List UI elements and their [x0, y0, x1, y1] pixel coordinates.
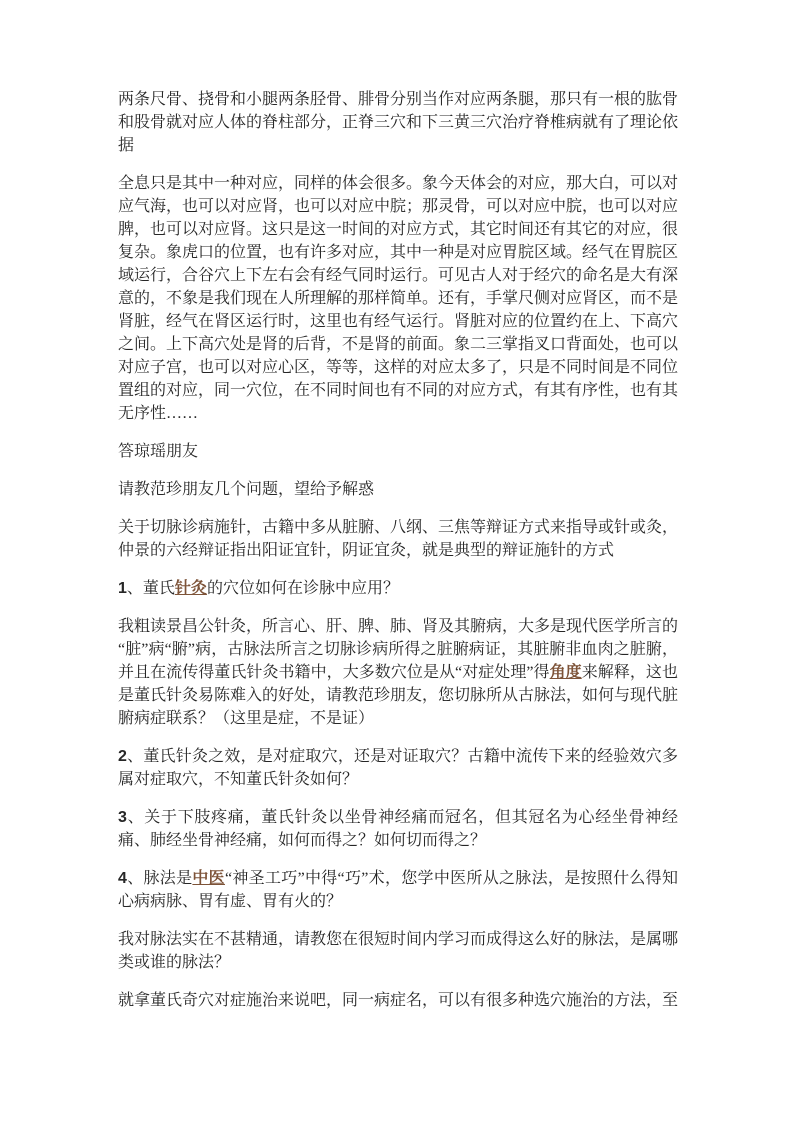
paragraph: [118, 928, 678, 974]
text-run: 全息只是其中一种对应，同样的体会很多。象今天体会的对应，那大白，可以对应气海，也可以对应肾，也可以对应中脘；那灵骨，可以对应中脘，也可以对应脾，也可以对应肾。这只是这一时间的对应方式，其它时间还有其它的对应，很复杂。象虎口的位置，也有许多对应，其中一种是对应胃脘区域。经气在胃脘区域运行，合谷穴上下左右会有经气同时运行。可见古人对于经穴的命名是大有深意的，不象是我们现在人所理解的那样简单。还有，手掌尺侧对应肾区，而不是肾脏，经气在肾区运行时，这里也有经气运行。肾脏对应的位置约在上、下高穴之间。上下高穴处是肾的后背，不是肾的前面。象二三掌指叉口背面处，也可以对应子宫，也可以对应心区，等等，这样的对应太多了，只是不同时间是不同位置组的对应，同一穴位，在不同时间也有不同的对应方式，有其有序性，也有其无序性……: [118, 175, 679, 422]
text-run: 、关于下肢疼痛，董氏针灸以坐骨神经痛而冠名，但其冠名为心经坐骨神经痛、肺经坐骨神经痛，如何而得之？如何切而得之？: [118, 809, 678, 849]
question-number: 2: [118, 748, 127, 765]
inline-link[interactable]: 中医: [192, 870, 225, 887]
question-number: 3: [118, 809, 127, 826]
paragraph: [118, 478, 678, 501]
text-run: 答琼瑶朋友: [118, 443, 199, 460]
inline-link[interactable]: 针灸: [174, 580, 207, 597]
inline-link[interactable]: 角度: [549, 664, 582, 681]
question-number: 4: [118, 870, 127, 887]
text-run: 我粗读景昌公针灸，所言心、肝、脾、肺、肾及其腑病，大多是现代医学所言的“脏”病“腑”病，古脉法所言之切脉诊病所得之脏腑病证，其脏腑非血肉之脏腑，并且在流传得董氏针灸书籍中，大多数穴位是从“对症处理”得: [118, 618, 679, 681]
text-run: 的穴位如何在诊脉中应用？: [206, 580, 399, 597]
paragraph: [118, 516, 678, 562]
text-run: “神圣工巧”中得“巧”术，您学中医所从之脉法，是按照什么得知心病病脉、胃有虚、胃有火的？: [118, 870, 678, 910]
text-run: 来解释，这也是董氏针灸易陈难入的好处，请教范珍朋友，您切脉所从古脉法，如何与现代脏腑病症联系？（这里是症，不是证）: [118, 664, 679, 727]
text-run: 、董氏针灸之效，是对症取穴，还是对证取穴？古籍中流传下来的经验效穴多属对症取穴，不知董氏针灸如何？: [118, 748, 678, 788]
paragraph: [118, 440, 678, 463]
text-run: 、董氏: [126, 580, 175, 597]
paragraph: [118, 577, 678, 600]
paragraph: [118, 88, 678, 157]
text-run: 两条尺骨、挠骨和小腿两条胫骨、腓骨分别当作对应两条腿，那只有一根的肱骨和股骨就对应人体的脊柱部分，正脊三穴和下三黄三穴治疗脊椎病就有了理论依据: [118, 91, 679, 154]
text-run: 就拿董氏奇穴对症施治来说吧，同一病症名，可以有很多种选穴施治的方法，至: [118, 992, 679, 1009]
text-run: 、脉法是: [126, 870, 193, 887]
text-run: 我对脉法实在不甚精通，请教您在很短时间内学习而成得这么好的脉法，是属哪类或谁的脉法？: [118, 931, 679, 971]
paragraph: [118, 615, 678, 730]
paragraph: [118, 806, 678, 852]
paragraph: [118, 867, 678, 913]
paragraph: [118, 745, 678, 791]
document-body: [118, 88, 678, 1012]
paragraph: [118, 172, 678, 425]
question-number: 1: [118, 580, 127, 597]
text-run: 关于切脉诊病施针，古籍中多从脏腑、八纲、三焦等辩证方式来指导或针或灸，仲景的六经辩证指出阳证宜针，阴证宜灸，就是典型的辩证施针的方式: [118, 519, 679, 559]
paragraph: [118, 989, 678, 1012]
text-run: 请教范珍朋友几个问题，望给予解惑: [118, 481, 375, 498]
